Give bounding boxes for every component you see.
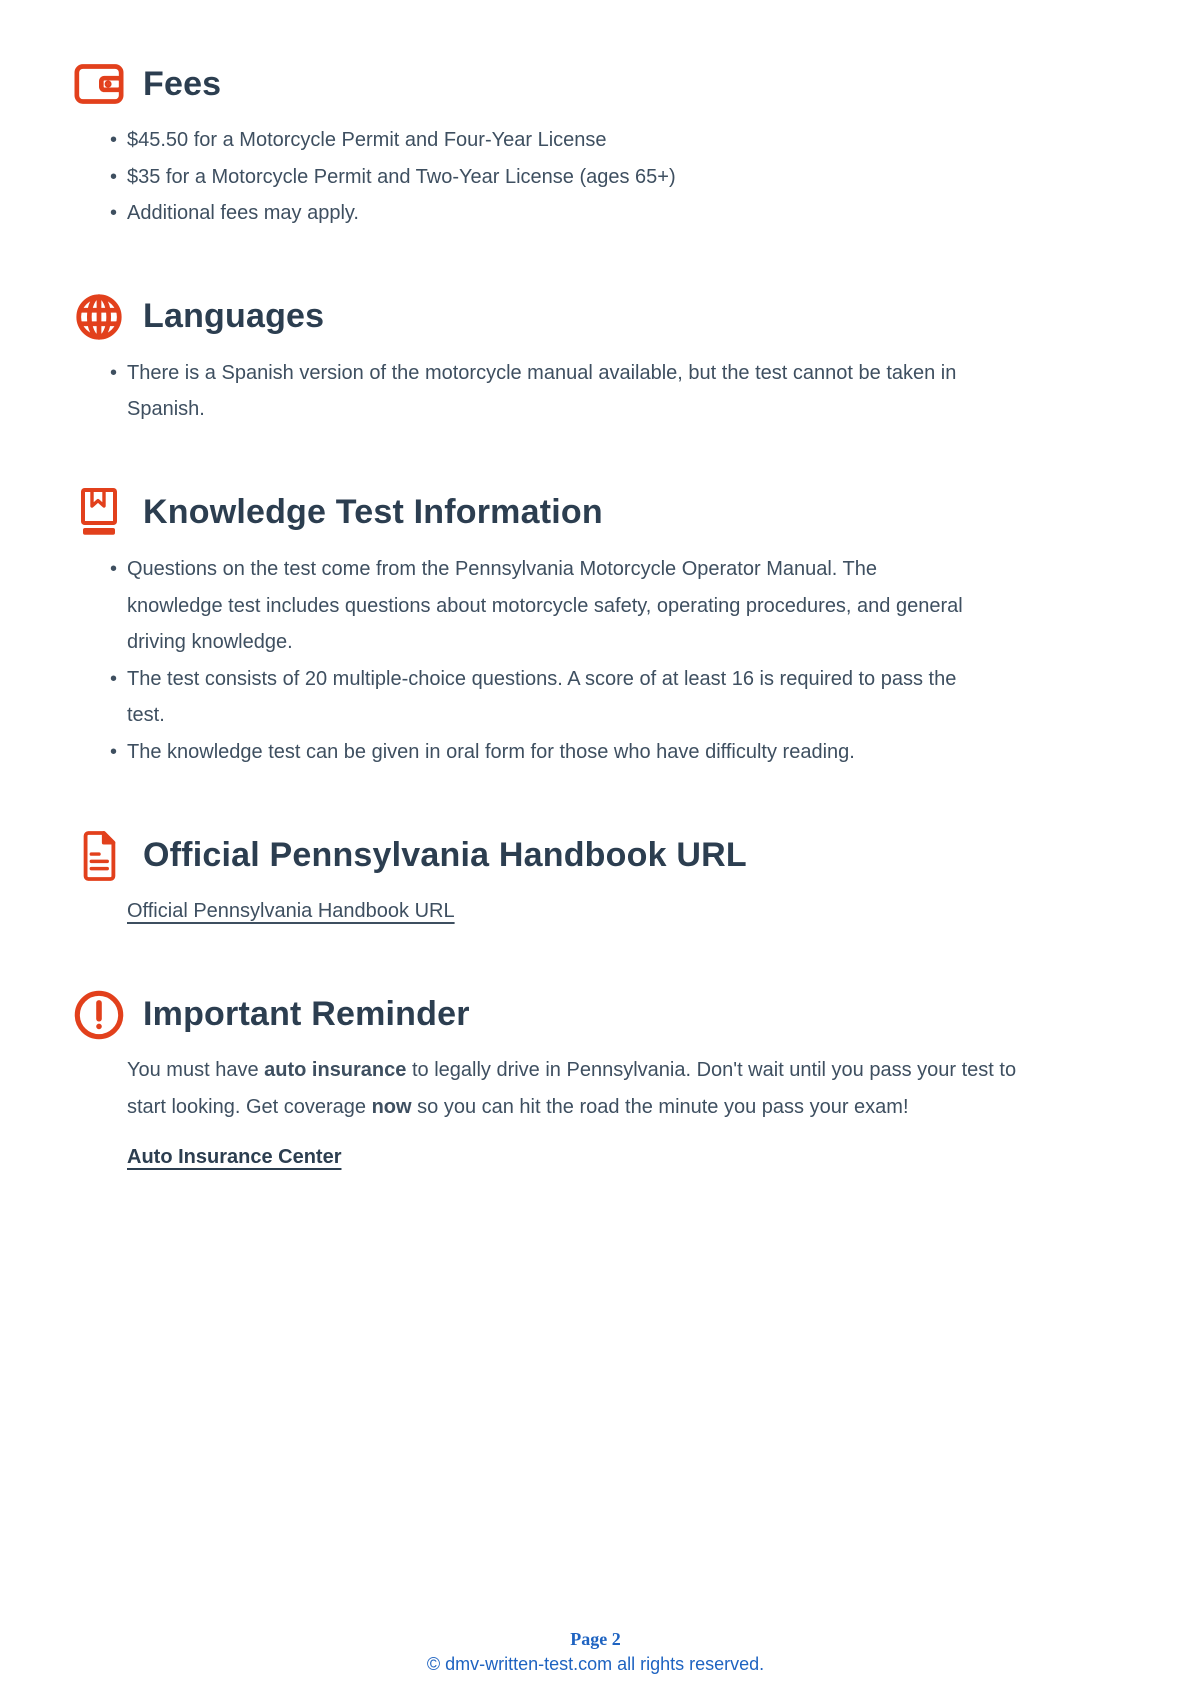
languages-list xyxy=(70,355,975,428)
section-knowledge-test xyxy=(70,484,1041,771)
list-item: • $45.50 for a Motorcycle Permit and Four-Year License xyxy=(127,122,975,159)
section-handbook-url-header xyxy=(70,827,1041,885)
section-important-reminder-title: Important Reminder xyxy=(143,995,470,1034)
section-knowledge-test-title: Knowledge Test Information xyxy=(143,493,603,532)
section-languages-title: Languages xyxy=(143,297,325,336)
list-item: • The test consists of 20 multiple-choice questions. A score of at least 16 is required to pass the test. xyxy=(127,661,975,734)
document-icon xyxy=(70,827,128,885)
section-languages-header xyxy=(70,288,1041,346)
reminder-text-segment: You must have xyxy=(127,1058,265,1081)
section-fees-header xyxy=(70,55,1041,113)
section-handbook-url xyxy=(70,827,1041,930)
handbook-link-wrap xyxy=(127,893,1032,930)
globe-icon xyxy=(70,288,128,346)
section-handbook-url-title: Official Pennsylvania Handbook URL xyxy=(143,836,747,875)
handbook-url-link[interactable]: Official Pennsylvania Handbook URL xyxy=(127,899,455,922)
fees-list xyxy=(70,122,975,232)
list-item: • $35 for a Motorcycle Permit and Two-Year License (ages 65+) xyxy=(127,159,975,196)
list-item: • There is a Spanish version of the motorcycle manual available, but the test cannot be taken in Spanish. xyxy=(127,355,975,428)
reminder-paragraph xyxy=(127,1052,1032,1126)
auto-insurance-center-link[interactable]: Auto Insurance Center xyxy=(127,1145,342,1168)
knowledge-test-list xyxy=(70,551,975,771)
reminder-text-segment: to legally drive in Pennsylvania. Don't wait until you pass your test to start looking. Get coverage xyxy=(127,1058,1017,1118)
list-item: • The knowledge test can be given in oral form for those who have difficulty reading. xyxy=(127,734,975,771)
list-item: • Additional fees may apply. xyxy=(127,195,975,232)
reminder-text-segment: auto insurance xyxy=(264,1058,407,1081)
wallet-icon xyxy=(70,55,128,113)
book-icon xyxy=(70,484,128,542)
page-number: Page 2 xyxy=(570,1629,621,1649)
reminder-link-wrap xyxy=(127,1126,1032,1176)
section-fees xyxy=(70,55,1041,232)
copyright-notice: © dmv-written-test.com all rights reserved. xyxy=(426,1654,765,1674)
section-important-reminder xyxy=(70,986,1041,1176)
list-item: • Questions on the test come from the Pennsylvania Motorcycle Operator Manual. The knowledge test includes questions about motorcycle safety, operating procedures, and general driving knowledge. xyxy=(127,551,975,661)
section-important-reminder-header xyxy=(70,986,1041,1044)
page-footer xyxy=(0,1629,1191,1675)
section-languages xyxy=(70,288,1041,428)
section-fees-title: Fees xyxy=(143,64,222,103)
reminder-text-segment: so you can hit the road the minute you pass your exam! xyxy=(411,1095,909,1118)
reminder-text-segment: now xyxy=(371,1095,412,1118)
section-knowledge-test-header xyxy=(70,484,1041,542)
alert-circle-icon xyxy=(70,986,128,1044)
